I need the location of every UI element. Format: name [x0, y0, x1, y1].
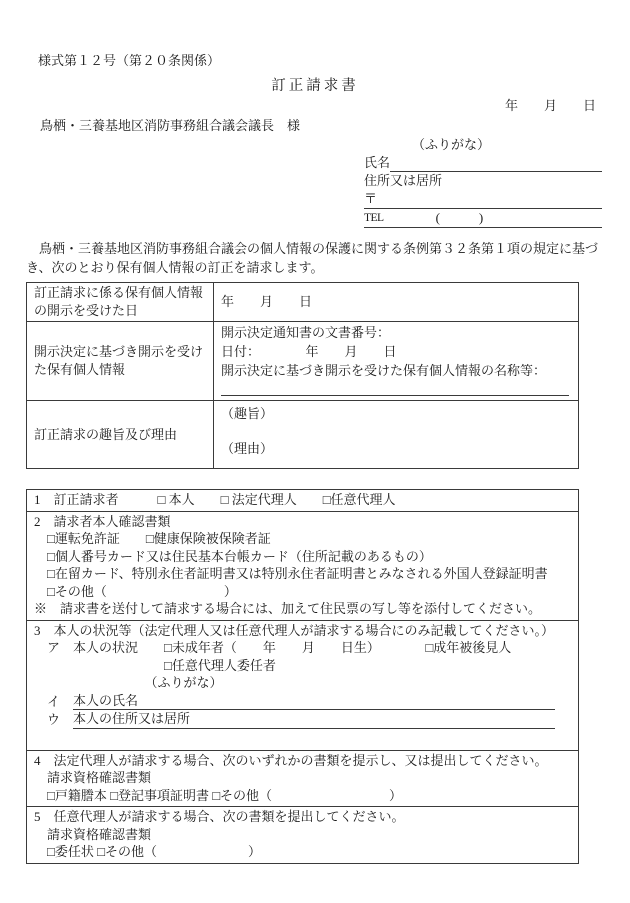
- checkbox-line-other: □その他（ ）: [34, 583, 237, 599]
- blank-underline: [221, 380, 569, 396]
- table-row-requester-type: [27, 490, 579, 512]
- checkbox-line-license-insurance: □運転免許証 □健康保険被保険者証: [34, 531, 271, 546]
- form-number: 様式第１２号（第２０条関係）: [38, 53, 221, 68]
- checkbox-line-residence-card: □在留カード、特別永住者証明書又は特別永住者証明書とみなされる外国人登録証明書: [34, 566, 548, 581]
- principal-address-underline: 本人の住所又は居所: [73, 710, 555, 729]
- status-checkbox-line-1: ア 本人の状況 □未成年者（ 年 月 日生） □成年被後見人: [34, 640, 512, 655]
- principal-name-underline: 本人の氏名: [73, 692, 555, 711]
- table-row-voluntary-representative: [27, 807, 579, 864]
- table-row-identity-documents: [27, 511, 579, 620]
- qualification-docs-label: 請求資格確認書類: [34, 826, 152, 842]
- postal-mark: 〒: [364, 191, 378, 206]
- row-label: 訂正請求の趣旨及び理由: [27, 401, 214, 469]
- row-label: 開示決定に基づき開示を受けた保有個人情報: [27, 322, 214, 401]
- applicant-block: [364, 136, 602, 228]
- checkbox-line-mynumber-card: □個人番号カード又は住民基本台帳カード（住所記載のあるもの）: [34, 548, 432, 564]
- doc-number-line: 開示決定通知書の文書番号：: [221, 325, 391, 340]
- row-label: 訂正請求に係る保有個人情報の開示を受けた日: [27, 283, 214, 322]
- name-field-line: [364, 154, 602, 172]
- status-checkbox-line-2: □任意代理人委任者: [34, 657, 276, 673]
- furigana-label: （ふりがな）: [34, 675, 223, 690]
- postal-field-line: [364, 190, 602, 209]
- row-value: 年 月 日: [214, 283, 579, 322]
- table-row-principal-status: [27, 620, 579, 750]
- table-row-purpose-reason: [27, 401, 579, 469]
- checkbox-line-power-of-attorney: □委任状 □その他（ ）: [34, 844, 261, 859]
- section2-heading: 2 請求者本人確認書類: [34, 513, 171, 529]
- checkbox-line-legal-docs: □戸籍謄本 □登記事項証明書 □その他（ ）: [34, 787, 403, 803]
- table-row-disclosed-info: [27, 322, 579, 401]
- tel-area-code-parens: ( ): [435, 210, 484, 225]
- item-marker-u: ウ: [47, 712, 61, 727]
- qualification-docs-label: 請求資格確認書類: [34, 770, 152, 785]
- purpose-label: （趣旨）: [221, 406, 274, 421]
- row-value: [214, 401, 579, 469]
- disclosure-info-table: [26, 282, 579, 469]
- address-label: 住所又は居所: [364, 173, 443, 188]
- note-line: ※ 請求書を送付して請求する場合には、加えて住民票の写し等を添付してください。: [34, 601, 542, 616]
- name-label: 氏名: [364, 155, 391, 170]
- principal-name-field: [34, 692, 555, 711]
- info-name-line: 開示決定に基づき開示を受けた保有個人情報の名称等：: [221, 363, 547, 378]
- date-line: 日付： 年 月 日: [221, 344, 397, 359]
- tel-field-line: [364, 209, 602, 228]
- date-blank-line: 年 月 日: [504, 98, 596, 113]
- table-row-legal-representative: [27, 750, 579, 807]
- page-title: 訂正請求書: [271, 77, 359, 94]
- addressee-line: 鳥栖・三養基地区消防事務組合議会議長 様: [40, 117, 301, 133]
- tel-label: TEL: [364, 212, 384, 224]
- item-marker-i: イ: [47, 693, 61, 709]
- principal-address-field: [34, 710, 555, 729]
- furigana-label: （ふりがな）: [412, 137, 491, 152]
- reason-label: （理由）: [221, 440, 274, 456]
- intro-paragraph: 鳥栖・三養基地区消防事務組合議会の個人情報の保護に関する条例第３２条第１項の規定に基づき、次のとおり保有個人情報の訂正を請求します。: [26, 241, 599, 275]
- section5-heading: 5 任意代理人が請求する場合、次の書類を提出してください。: [34, 809, 405, 824]
- row-value: [214, 322, 579, 401]
- requester-details-table: [26, 489, 579, 864]
- requester-type-checkbox-line: 1 訂正請求者 □ 本人 □ 法定代理人 □任意代理人: [34, 492, 396, 507]
- section4-heading: 4 法定代理人が請求する場合、次のいずれかの書類を提示し、又は提出してください。: [34, 752, 548, 768]
- table-row-disclosure-date: [27, 283, 579, 322]
- spacer: [34, 729, 571, 748]
- section3-heading: 3 本人の状況等（法定代理人又は任意代理人が請求する場合にのみ記載してください。）: [34, 622, 555, 638]
